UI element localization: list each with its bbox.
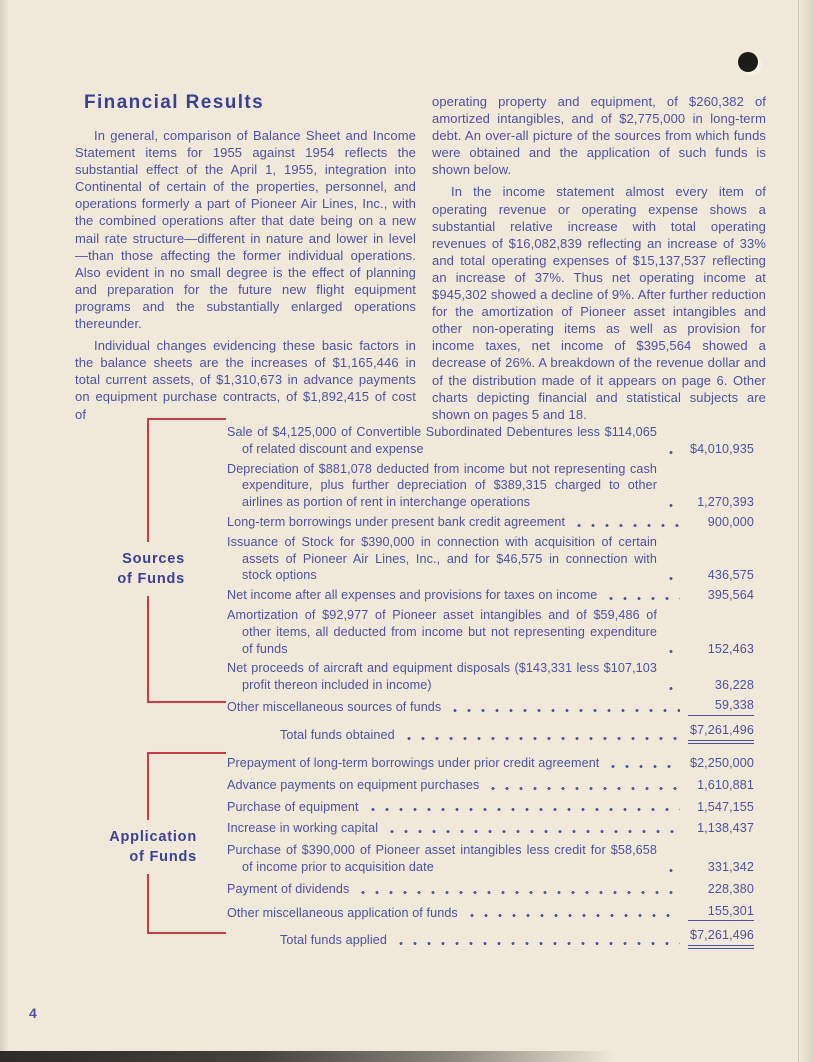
total-label: Total funds obtained <box>280 727 395 742</box>
table-row <box>227 799 754 816</box>
label-line: Application <box>109 829 197 845</box>
row-description: Prepayment of long-term borrowings under prior credit agreement <box>227 756 600 770</box>
right-text-column <box>432 93 766 423</box>
dot-leader <box>572 523 680 528</box>
dot-leader <box>664 649 680 654</box>
row-amount: 331,342 <box>707 859 754 874</box>
table-row <box>227 777 754 794</box>
row-description: Issuance of Stock for $390,000 in connection with acquisition of certain assets of Pioneer Air Lines, Inc., and for $46,575 in connection with stock options <box>227 534 657 583</box>
label-line: of Funds <box>129 849 197 865</box>
page-right-edge-shadow <box>798 0 814 1062</box>
row-description: Purchase of equipment <box>227 799 359 814</box>
hole-punch <box>738 52 758 72</box>
dot-leader <box>604 596 680 601</box>
table-row <box>227 660 754 694</box>
row-amount: $4,010,935 <box>689 441 754 456</box>
page-bottom-edge-shadow <box>0 1051 640 1062</box>
dot-leader <box>448 708 680 713</box>
dot-leader <box>394 941 680 946</box>
table-total-row <box>227 722 754 744</box>
table-row <box>227 903 754 922</box>
dot-leader <box>664 503 680 508</box>
paragraph: operating property and equipment, of $260,382 of amortized intangibles, and of $2,775,000 in long-term debt. An over-all picture of the sources from which funds were obtained and the application of such funds is shown below. <box>432 94 766 178</box>
dot-leader <box>664 450 680 455</box>
table-row <box>227 697 754 716</box>
row-amount: 1,547,155 <box>697 799 754 814</box>
row-description: Amortization of $92,977 of Pioneer asset intangibles and of $59,486 of other items, all deducted from income but not representing expenditure of funds <box>227 607 657 656</box>
row-description: Net income after all expenses and provisions for taxes on income <box>227 588 598 603</box>
table-row <box>227 820 754 837</box>
paragraph: Individual changes evidencing these basic factors in the balance sheets are the increases of $1,165,446 in total current assets, of $1,310,673 in advance payments on equipment purchase contracts, of $1,892,415 of cost of <box>75 338 416 422</box>
dot-leader <box>664 686 680 691</box>
dot-leader <box>356 890 680 895</box>
page-number: 4 <box>29 1005 37 1021</box>
total-amount: $7,261,496 <box>688 722 754 744</box>
row-amount: 228,380 <box>707 881 754 896</box>
row-description: Purchase of $390,000 of Pioneer asset intangibles less credit for $58,658 of income prior to acquisition date <box>227 843 657 874</box>
row-amount: 1,610,881 <box>697 777 754 792</box>
table-row <box>227 587 754 604</box>
row-amount: $2,250,000 <box>689 756 754 770</box>
table-row <box>227 755 754 772</box>
table-row <box>227 607 754 657</box>
dot-leader <box>664 576 680 581</box>
dot-leader <box>606 764 680 769</box>
table-row <box>227 881 754 898</box>
total-label: Total funds applied <box>280 933 387 948</box>
row-amount: 900,000 <box>707 514 754 529</box>
total-amount: $7,261,496 <box>688 927 754 949</box>
row-amount: 59,338 <box>688 697 754 716</box>
row-description: Payment of dividends <box>227 881 350 896</box>
application-of-funds-table <box>227 755 754 954</box>
row-description: Long-term borrowings under present bank credit agreement <box>227 514 566 529</box>
table-row <box>227 514 754 531</box>
table-total-row <box>227 927 754 949</box>
dot-leader <box>664 868 680 873</box>
left-text-column <box>75 127 416 423</box>
application-of-funds-label <box>84 820 197 874</box>
row-amount: 155,301 <box>688 903 754 922</box>
page-left-edge-shadow <box>0 0 9 1062</box>
label-line: of Funds <box>117 571 185 587</box>
row-description: Net proceeds of aircraft and equipment disposals ($143,331 less $107,103 profit thereon included in income) <box>227 661 657 693</box>
dot-leader <box>465 913 680 918</box>
table-row <box>227 534 754 584</box>
table-row <box>227 842 754 876</box>
row-amount: 436,575 <box>707 568 754 583</box>
table-row <box>227 424 754 458</box>
row-amount: 1,270,393 <box>697 495 754 510</box>
row-amount: 152,463 <box>707 641 754 656</box>
row-amount: 1,138,437 <box>697 821 754 836</box>
dot-leader <box>385 829 680 834</box>
dot-leader <box>366 807 680 812</box>
paragraph: In the income statement almost every item of operating revenue or operating expense shows a substantial relative increase with total operating revenues of $16,082,839 reflecting an increase of 33% and total operating expenses of $15,137,537 reflecting an increase of 37%. Thus net operating income at $945,302 showed a decline of 9%. After further reduction for the amortization of Pioneer asset intangibles and other non-operating items as well as provision for income taxes, net income of $395,564 showed a decrease of 26%. A breakdown of the revenue dollar and of the distribution made of it appears on page 6. Other charts depicting financial and statistical subjects are shown on pages 5 and 18. <box>432 184 766 422</box>
table-row <box>227 461 754 511</box>
label-line: Sources <box>122 551 185 567</box>
row-description: Other miscellaneous application of funds <box>227 905 458 920</box>
dot-leader <box>486 786 680 791</box>
row-description: Depreciation of $881,078 deducted from income but not representing cash expenditure, plus further depreciation of $389,315 charged to other airlines as portion of rent in interchange operations <box>227 461 657 510</box>
sources-of-funds-table <box>227 424 754 747</box>
sources-of-funds-label <box>95 542 185 596</box>
row-amount: 395,564 <box>707 588 754 603</box>
row-description: Other miscellaneous sources of funds <box>227 699 442 714</box>
dot-leader <box>402 736 680 741</box>
paragraph: In general, comparison of Balance Sheet and Income Statement items for 1955 against 1954 reflects the substantial effect of the April 1, 1955, integration into Continental of certain of the properties, personnel, and operations formerly a part of Pioneer Air Lines, Inc., with the combined operations after that date being on a new mail rate structure—different in nature and lower in level —than those affecting the former individual operations. Also evident in no small degree is the effect of planning and preparation for the future new flight equipment programs and the substantially enlarged operations thereunder. <box>75 128 416 332</box>
row-amount: 36,228 <box>714 678 754 693</box>
page-title: Financial Results <box>84 92 265 113</box>
row-description: Increase in working capital <box>227 821 379 836</box>
row-description: Sale of $4,125,000 of Convertible Subordinated Debentures less $114,065 of related discount and expense <box>227 425 657 456</box>
row-description: Advance payments on equipment purchases <box>227 777 480 792</box>
